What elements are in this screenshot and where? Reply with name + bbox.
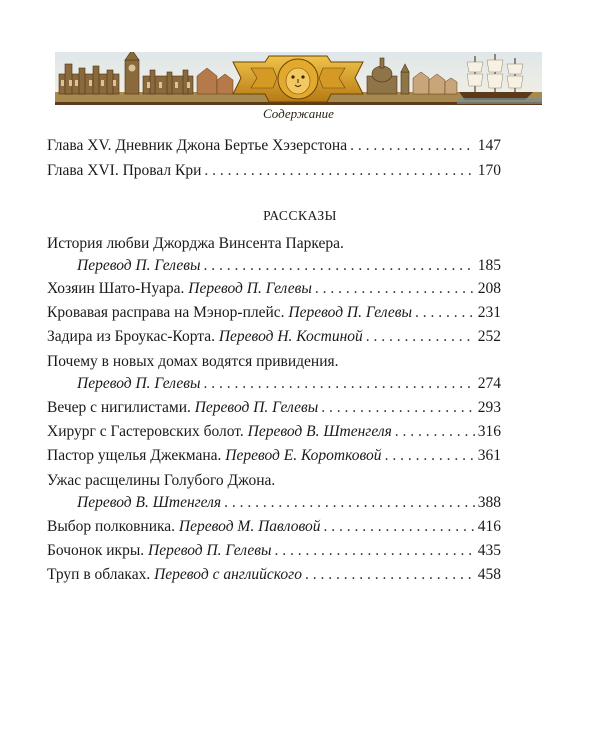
toc-entry xyxy=(47,161,501,181)
section-heading: РАССКАЗЫ xyxy=(263,208,337,223)
page-number: 316 xyxy=(477,423,501,440)
entry-translator: Перевод П. Гелевы xyxy=(77,257,201,274)
entry-title: История любви Джорджа Винсента Паркера. xyxy=(47,235,344,252)
page-number: 147 xyxy=(477,137,501,154)
entry-title: Задира из Броукас-Корта. xyxy=(47,328,215,345)
dot-leader xyxy=(204,161,474,181)
page-number: 208 xyxy=(477,280,501,297)
entry-translator: Перевод В. Штенгеля xyxy=(247,423,392,440)
dot-leader xyxy=(204,374,475,394)
toc-entry xyxy=(47,279,501,299)
page-number: 231 xyxy=(477,304,501,321)
entry-translator: Перевод Е. Коротковой xyxy=(225,447,382,464)
entry-title: Глава XVI. Провал Кри xyxy=(47,162,202,179)
dot-leader xyxy=(395,422,475,442)
toc-entry xyxy=(47,422,501,442)
entry-translator: Перевод с английского xyxy=(154,566,302,583)
entry-translator: Перевод П. Гелевы xyxy=(148,542,272,559)
entry-translator: Перевод В. Штенгеля xyxy=(77,494,222,511)
header-banner xyxy=(55,52,542,127)
page-number: 185 xyxy=(477,257,501,274)
dot-leader xyxy=(366,327,475,347)
dot-leader xyxy=(321,398,474,418)
toc-entry xyxy=(47,136,501,156)
dot-leader xyxy=(305,565,475,585)
page-number: 293 xyxy=(477,399,501,416)
entry-title: Почему в новых домах водятся привидения. xyxy=(47,353,339,370)
dot-leader xyxy=(350,136,475,156)
toc-entry xyxy=(47,327,501,347)
dot-leader xyxy=(323,517,474,537)
entry-title: Пастор ущелья Джекмана. xyxy=(47,447,222,464)
page-number: 170 xyxy=(477,162,501,179)
entry-translator: Перевод П. Гелевы xyxy=(194,399,319,416)
entry-translator: Перевод П. Гелевы xyxy=(77,375,201,392)
entry-title: Труп в облаках. xyxy=(47,566,151,583)
entry-translator: Перевод Н. Костиной xyxy=(218,328,363,345)
entry-title: Хирург с Гастеровских болот. xyxy=(47,423,244,440)
entry-translator: Перевод П. Гелевы xyxy=(288,304,412,321)
page-title: Содержание xyxy=(263,106,334,121)
toc-entry-line1 xyxy=(47,471,501,491)
toc-entry xyxy=(47,541,501,561)
entry-title: Выбор полковника. xyxy=(47,518,176,535)
toc-entry-line2 xyxy=(47,493,501,513)
toc-entry xyxy=(47,303,501,323)
toc-entry-line1 xyxy=(47,352,501,372)
toc-entry-line1 xyxy=(47,234,501,254)
entry-title: Ужас расщелины Голубого Джона. xyxy=(47,472,276,489)
dot-leader xyxy=(275,541,475,561)
page-number: 274 xyxy=(477,375,501,392)
dot-leader xyxy=(315,279,475,299)
toc-entry-line2 xyxy=(47,256,501,276)
entry-translator: Перевод П. Гелевы xyxy=(188,280,312,297)
entry-title: Глава XV. Дневник Джона Бертье Хэзерстона xyxy=(47,137,348,154)
page-number: 252 xyxy=(477,328,501,345)
page-number: 416 xyxy=(477,518,501,535)
dot-leader xyxy=(224,493,475,513)
toc-entry xyxy=(47,398,501,418)
dot-leader xyxy=(385,446,475,466)
entry-title: Бочонок икры. xyxy=(47,542,145,559)
page-number: 458 xyxy=(477,566,501,583)
toc-entry xyxy=(47,517,501,537)
dot-leader xyxy=(415,303,475,323)
entry-title: Хозяин Шато-Нуара. xyxy=(47,280,185,297)
page-number: 435 xyxy=(477,542,501,559)
toc-entry xyxy=(47,446,501,466)
page-number: 388 xyxy=(477,494,501,511)
toc-entry-line2 xyxy=(47,374,501,394)
dot-leader xyxy=(204,256,475,276)
page-number: 361 xyxy=(477,447,501,464)
entry-translator: Перевод М. Павловой xyxy=(178,518,321,535)
toc-entry xyxy=(47,565,501,585)
entry-title: Вечер с нигилистами. xyxy=(47,399,191,416)
entry-title: Кровавая расправа на Мэнор-плейс. xyxy=(47,304,285,321)
